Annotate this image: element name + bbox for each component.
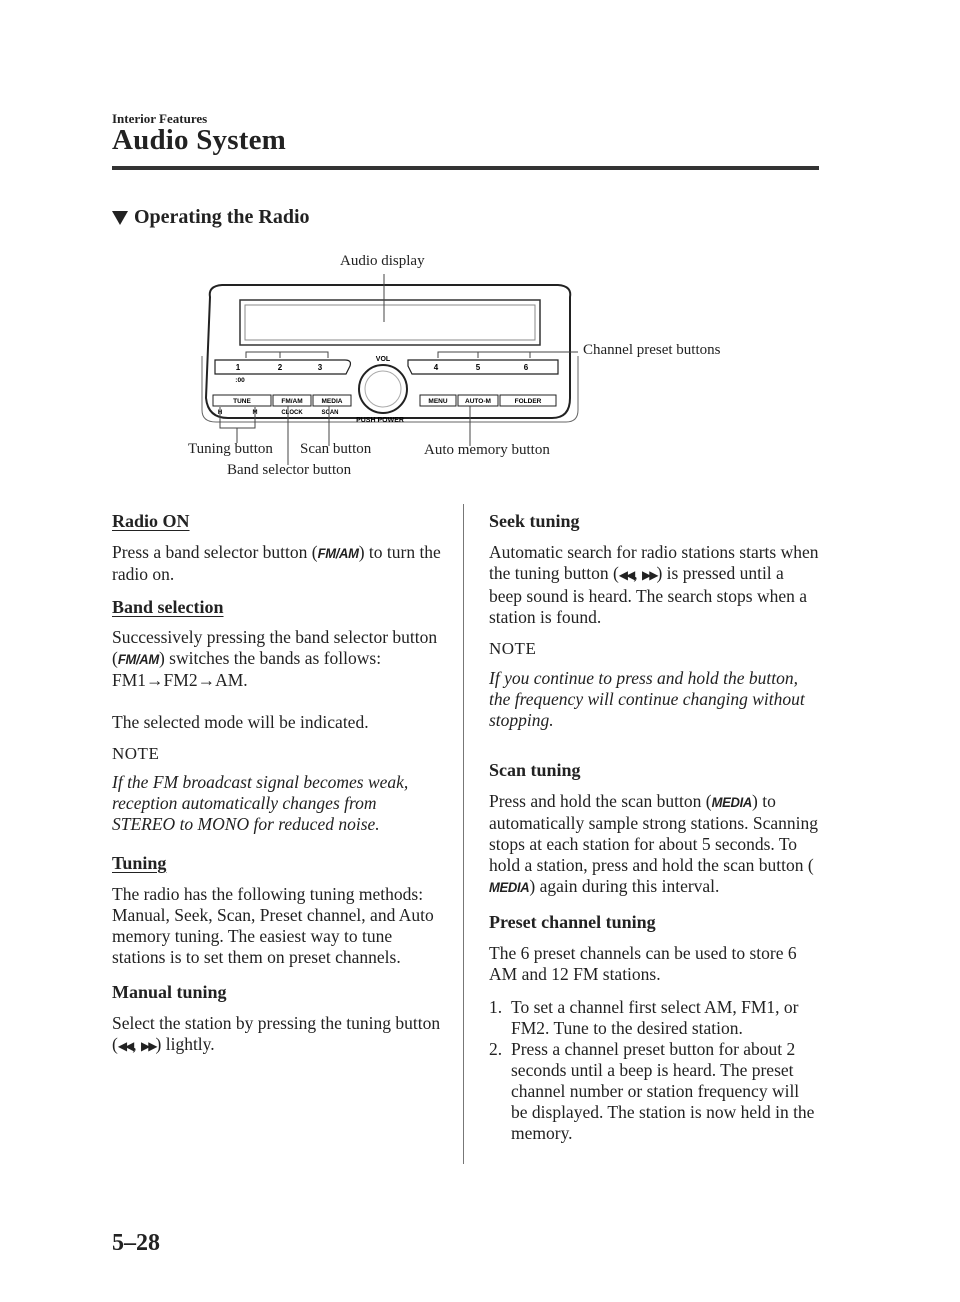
media-icon: MEDIA [711, 794, 752, 811]
callout-audio-display: Audio display [340, 253, 425, 269]
tuning-text: The radio has the following tuning methods: Manual, Seek, Scan, Preset channel, and Auto memory tuning. The easiest way to tune stations is to set them on preset channels. [112, 884, 434, 967]
media-label: MEDIA [321, 398, 343, 405]
folder-label: FOLDER [514, 398, 542, 405]
menu-label: MENU [428, 398, 448, 405]
callout-channel-preset: Channel preset buttons [583, 342, 721, 358]
scan-tuning-text: Press and hold the scan button (MEDIA) to automatically sample strong stations. Scanning stops at each station for about 5 seconds. To hold a station, press and hold the scan button (MEDIA) again during this interval. [489, 791, 819, 898]
callout-band-selector: Band selector button [227, 462, 352, 478]
preset-4-label: 4 [433, 363, 439, 372]
media-icon: MEDIA [489, 879, 530, 896]
preset-steps-list [489, 997, 819, 1144]
triangle-bullet-icon [112, 211, 128, 225]
m-label: M [252, 410, 258, 416]
band-selection-indicated: The selected mode will be indicated. [112, 712, 369, 732]
volume-knob [359, 365, 407, 413]
manual-tuning-heading: Manual tuning [112, 982, 227, 1002]
subsection-title: Operating the Radio [134, 206, 310, 228]
tuning-heading: Tuning [112, 853, 167, 873]
radio-on-text: Press a band selector button (FM/AM) to turn the radio on. [112, 542, 441, 584]
callout-scan: Scan button [300, 441, 372, 457]
preset-bar-right [408, 360, 558, 374]
clock-word-label: CLOCK [281, 410, 303, 416]
seek-tuning-text: Automatic search for radio stations starts when the tuning button (◀◀, ▶▶) is pressed until a beep sound is heard. The search stops when a station is found. [489, 542, 819, 627]
section-label: Interior Features [112, 111, 208, 126]
scan-word-label: SCAN [321, 410, 339, 416]
preset-5-label: 5 [475, 363, 481, 372]
fmam-label: FM/AM [281, 398, 303, 405]
tune-label: TUNE [233, 398, 251, 405]
push-power-label: PUSH POWER [356, 417, 404, 424]
manual-tuning-text: Select the station by pressing the tuning button (◀◀, ▶▶) lightly. [112, 1013, 442, 1057]
seek-note-text: If you continue to press and hold the button, the frequency will continue changing without stopping. [489, 668, 805, 730]
band-note-text: If the FM broadcast signal becomes weak, reception automatically changes from STEREO to MONO for reduced noise. [112, 772, 409, 834]
preset-tuning-text: The 6 preset channels can be used to store 6 AM and 12 FM stations. [489, 943, 797, 984]
left-column [112, 511, 442, 1057]
scan-tuning-heading: Scan tuning [489, 760, 581, 780]
callout-auto-memory: Auto memory button [424, 442, 550, 458]
audio-display-graphic [240, 300, 540, 345]
preset-3-label: 3 [317, 363, 323, 372]
clock-label: :00 [235, 377, 245, 384]
radio-diagram [180, 250, 740, 485]
preset-1-label: 1 [235, 363, 241, 372]
list-item: 2. Press a channel preset button for about 2 seconds until a beep is heard. The preset channel number or station frequency will be displayed. The station is now held in the memory. [489, 1039, 815, 1143]
skip-forward-icon: ▶▶ [141, 1039, 156, 1053]
band-selection-text: Successively pressing the band selector button (FM/AM) switches the bands as follows: FM1→FM2→AM. [112, 627, 438, 690]
skip-back-icon: ◀◀ [618, 568, 634, 582]
fmam-icon: FM/AM [117, 651, 159, 668]
radio-on-heading: Radio ON [112, 511, 190, 531]
note-label: NOTE [489, 639, 537, 658]
column-divider [463, 504, 464, 1164]
subsection-heading [112, 206, 310, 229]
seek-tuning-heading: Seek tuning [489, 511, 580, 531]
fmam-icon: FM/AM [317, 545, 359, 562]
note-label: NOTE [112, 744, 160, 763]
page-title: Audio System [112, 124, 287, 156]
skip-back-icon: ◀◀ [117, 1039, 133, 1053]
right-column [489, 511, 819, 1144]
header-rule [112, 166, 819, 170]
band-selection-heading: Band selection [112, 597, 224, 617]
vol-label: VOL [375, 356, 391, 363]
callout-tuning: Tuning button [188, 441, 273, 457]
automem-label: AUTO-M [465, 398, 491, 405]
preset-6-label: 6 [523, 363, 529, 372]
h-label: H [217, 410, 223, 416]
page-number: 5–28 [112, 1230, 160, 1256]
preset-tuning-heading: Preset channel tuning [489, 912, 656, 932]
preset-2-label: 2 [277, 363, 283, 372]
skip-forward-icon: ▶▶ [642, 568, 657, 582]
list-item: 1. To set a channel first select AM, FM1, or FM2. Tune to the desired station. [489, 997, 799, 1038]
